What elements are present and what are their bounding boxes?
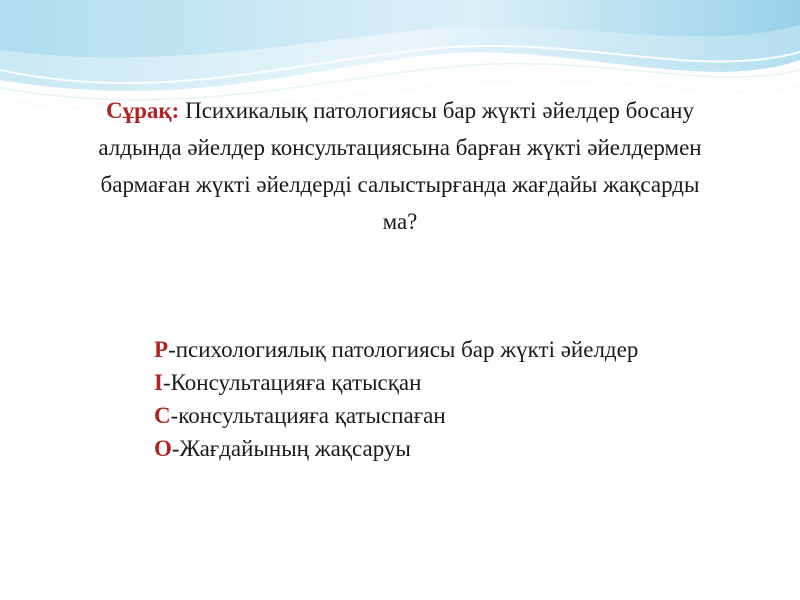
pico-letter-p: P [154,337,169,362]
pico-item-p [154,333,674,366]
pico-text-o: -Жағдайының жақсаруы [171,436,411,461]
pico-letter-i: I [154,370,163,395]
pico-text-i: -Консультацияға қатысқан [162,370,422,395]
pico-text-c: -консультацияға қатыспаған [170,403,446,428]
question-label: Сұрақ: [106,98,180,123]
question-body: Психикалық патологиясы бар жүкті әйелдер босану алдында әйелдер консультациясына барған жүкті әйелдермен бармаған жүкті әйелдерді салыстырғанда жағдайы жақсарды ма? [98,98,702,234]
pico-item-c [154,399,674,432]
pico-item-o [154,432,674,465]
pico-item-i [154,366,674,399]
pico-letter-c: C [154,403,171,428]
pico-text-p: -психологиялық патологиясы бар жүкті әйелдер [168,337,639,362]
pico-letter-o: O [154,436,172,461]
pico-list [154,333,674,465]
question-text [90,92,710,240]
